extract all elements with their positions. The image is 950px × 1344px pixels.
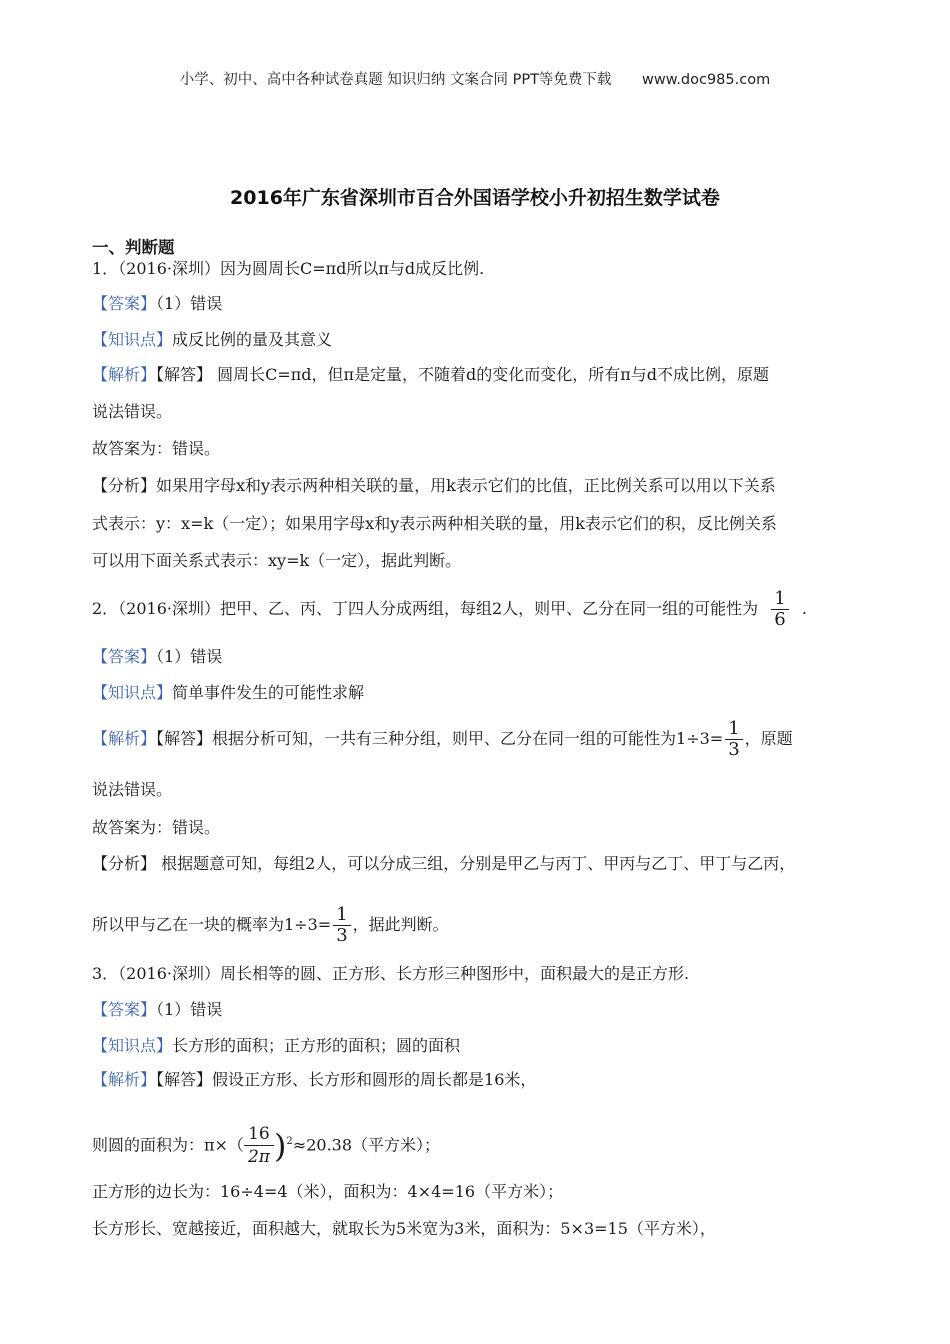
- q2-question-line: [92, 588, 807, 630]
- q2-solve-fraction: [725, 719, 742, 760]
- q3-knowledge: 长方形的面积；正方形的面积；圆的面积: [172, 1036, 461, 1055]
- q2-analysis-a: 根据题意可知，每组2人，可以分成三组，分别是甲乙与丙丁、甲丙与乙丁、甲丁与乙丙，: [156, 854, 796, 873]
- section-heading: 一、判断题: [92, 238, 175, 257]
- q3-circle-fraction: [244, 1123, 274, 1168]
- q1-analysis-b: 式表示：y：x=k（一定）；如果用字母x和y表示两种相关联的量，用k表示它们的积，反比例关系: [92, 514, 777, 533]
- q2-analysis-line: [92, 854, 795, 874]
- q3-solve-line: [92, 1070, 536, 1090]
- q2-analysis-b: 所以甲与乙在一块的概率为1÷3=: [92, 915, 332, 934]
- header-text: 小学、初中、高中各种试卷真题 知识归纳 文案合同 PPT等免费下载: [179, 72, 612, 88]
- analysis-label: 【分析】: [92, 476, 157, 495]
- solve-tag: 【解答】: [156, 365, 213, 384]
- q2-analysis-den: 3: [333, 925, 350, 946]
- q1-knowledge: 成反比例的量及其意义: [172, 330, 333, 349]
- q3-circle-num: 16: [248, 1124, 270, 1145]
- knowledge-tag: 【知识点】: [92, 330, 173, 349]
- q3-knowledge-line: [92, 1036, 460, 1056]
- q1-analysis-line: [92, 476, 776, 496]
- q1-solve-b: 说法错误。: [92, 402, 173, 421]
- q3-circle-line: [92, 1118, 440, 1170]
- q2-knowledge: 简单事件发生的可能性求解: [172, 683, 365, 702]
- q3-circle-sup: 2: [286, 1136, 293, 1147]
- q2-analysis-b2: ，据此判断。: [352, 915, 449, 934]
- q2-answer: （1）错误: [156, 647, 223, 666]
- q2-fraction: [771, 589, 788, 630]
- answer-tag: 【答案】: [92, 1000, 157, 1019]
- knowledge-tag: 【知识点】: [92, 683, 173, 702]
- q2-solve-a2: ，原题: [744, 729, 793, 748]
- q2-solve-a: 根据分析可知，一共有三种分组，则甲、乙分在同一组的可能性为1÷3=: [212, 729, 724, 748]
- q1-answer-line: [92, 294, 222, 314]
- analysis-tag: 【解析】: [92, 729, 157, 748]
- q2-solve-den: 3: [725, 739, 742, 760]
- q2-answer-line: [92, 647, 222, 667]
- q1-solve-a: 圆周长C=πd，但π是定量，不随着d的变化而变化，所有π与d不成比例，原题: [212, 365, 770, 384]
- q2-conclusion: 故答案为：错误。: [92, 818, 221, 837]
- q2-analysis-b-line: [92, 904, 449, 946]
- answer-tag: 【答案】: [92, 294, 157, 313]
- knowledge-tag: 【知识点】: [92, 1036, 173, 1055]
- page-title: 2016年广东省深圳市百合外国语学校小升初招生数学试卷: [230, 187, 720, 209]
- q1-analysis-c: 可以用下面关系式表示：xy=k（一定），据此判断。: [92, 551, 462, 570]
- q2-solve-num: 1: [728, 718, 740, 739]
- q1-conclusion: 故答案为：错误。: [92, 439, 221, 458]
- q3-circle-den: 2π: [244, 1145, 274, 1168]
- solve-tag: 【解答】: [156, 1070, 213, 1089]
- q3-question: 3．（2016·深圳）周长相等的圆、正方形、长方形三种图形中，面积最大的是正方形.: [92, 964, 690, 983]
- q3-circle-suffix: ≈20.38（平方米）；: [292, 1135, 441, 1155]
- q2-frac-num: 1: [774, 588, 786, 609]
- q2-solve-b: 说法错误。: [92, 780, 173, 799]
- q3-answer-line: [92, 1000, 222, 1020]
- header-site-link[interactable]: www.doc985.com: [642, 72, 771, 88]
- right-paren-icon: ): [273, 1126, 287, 1165]
- q3-circle-prefix: 则圆的面积为：π×（: [92, 1135, 244, 1155]
- q3-square: 正方形的边长为：16÷4=4（米），面积为：4×4=16（平方米）；: [92, 1182, 564, 1201]
- q1-knowledge-line: [92, 330, 332, 350]
- q2-question: 2．（2016·深圳）把甲、乙、丙、丁四人分成两组，每组2人，则甲、乙分在同一组的可能性为: [92, 599, 759, 618]
- q3-answer: （1）错误: [156, 1000, 223, 1019]
- q2-end: .: [801, 599, 807, 618]
- q3-rect: 长方形长、宽越接近，面积越大，就取长为5米宽为3米，面积为：5×3=15（平方米），: [92, 1219, 716, 1238]
- answer-tag: 【答案】: [92, 647, 157, 666]
- q2-knowledge-line: [92, 683, 364, 703]
- solve-tag: 【解答】: [156, 729, 213, 748]
- analysis-tag: 【解析】: [92, 365, 157, 384]
- q1-analysis-a: 如果用字母x和y表示两种相关联的量，用k表示它们的比值，正比例关系可以用以下关系: [156, 476, 776, 495]
- q2-frac-den: 6: [771, 609, 788, 630]
- analysis-tag: 【解析】: [92, 1070, 157, 1089]
- q1-answer: （1）错误: [156, 294, 223, 313]
- q2-analysis-num: 1: [336, 904, 348, 925]
- q3-solve-a: 假设正方形、长方形和圆形的周长都是16米，: [212, 1070, 537, 1089]
- q1-solve-line: [92, 365, 769, 385]
- q1-question: 1．（2016·深圳）因为圆周长C=πd所以π与d成反比例.: [92, 259, 485, 278]
- analysis-label: 【分析】: [92, 854, 157, 873]
- q2-analysis-fraction: [333, 905, 350, 946]
- page-header: [0, 68, 950, 89]
- q2-solve-line: [92, 718, 793, 760]
